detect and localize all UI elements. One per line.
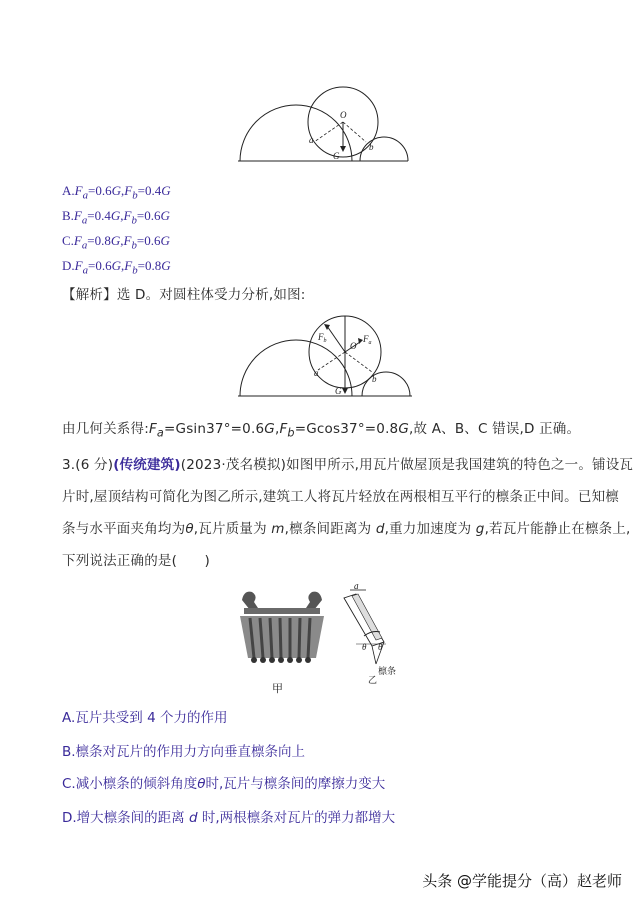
q3-option-c: C.减小檩条的倾斜角度θ时,瓦片与檩条间的摩擦力变大: [62, 776, 386, 792]
analysis-text: 选 D。对圆柱体受力分析,如图:: [116, 287, 306, 303]
label-G-2: G: [335, 386, 342, 396]
label-b: b: [369, 142, 374, 152]
question3-line4: 下列说法正确的是( ): [62, 553, 210, 569]
question3-line3: 条与水平面夹角均为θ,瓦片质量为 m,檩条间距离为 d,重力加速度为 g,若瓦片能静止在檩条上,: [62, 521, 631, 537]
label-a-2: a: [314, 368, 319, 378]
q3-option-a: A.瓦片共受到 4 个力的作用: [62, 710, 228, 726]
relation-line: 由几何关系得$:F_a=Gsin37^\circ=0.6G,F_b=Gcos37^\circ=0.8G$,故 A、B、C 错误,D 正确。: [62, 421, 581, 440]
label-b-2: b: [372, 374, 377, 384]
figure-purlin-diagram-yi: [336, 584, 406, 684]
label-Fa: $F_a$: [363, 334, 372, 346]
label-Fb: $F_b$: [318, 332, 327, 344]
analysis-tag: 【解析】: [62, 287, 117, 303]
figure-force-analysis: [232, 312, 422, 404]
label-O-2: O: [350, 341, 357, 351]
figure-cylinder-on-semicircles-1: [230, 80, 420, 170]
label-G: G: [333, 151, 340, 161]
label-a: a: [309, 135, 314, 145]
footer-watermark: 头条 @学能提分（高）赵老师: [422, 872, 622, 890]
label-theta-left: θ: [362, 642, 367, 652]
question3-line2: 片时,屋顶结构可简化为图乙所示,建筑工人将瓦片轻放在两根相互平行的檩条正中间。已知檩: [62, 489, 619, 505]
figure-roof-photo-jia: [236, 586, 328, 672]
option-d: $D.F_a=0.6G,F_b=0.8G$: [62, 258, 171, 277]
label-d: d: [354, 584, 359, 591]
option-a: $A.F_a=0.6G,F_b=0.4G$: [62, 183, 171, 202]
analysis-line: [62, 280, 306, 310]
q3-option-b: B.檩条对瓦片的作用力方向垂直檩条向上: [62, 744, 306, 760]
option-c: $C.F_a=0.8G,F_b=0.6G$: [62, 233, 170, 252]
caption-jia: 甲: [272, 682, 283, 695]
label-O: O: [340, 110, 347, 120]
label-theta-right: θ: [378, 642, 383, 652]
option-b: $B.F_a=0.4G,F_b=0.6G$: [62, 208, 170, 227]
label-lintiao: 檩条: [378, 666, 397, 676]
question3-line1: 3.(6 分)(传统建筑)(2023·茂名模拟)如图甲所示,用瓦片做屋顶是我国建筑的特色之一。铺设瓦: [62, 457, 634, 473]
q3-option-d: D.增大檩条间的距离 d 时,两根檩条对瓦片的弹力都增大: [62, 810, 396, 826]
caption-yi: 乙: [368, 675, 378, 684]
